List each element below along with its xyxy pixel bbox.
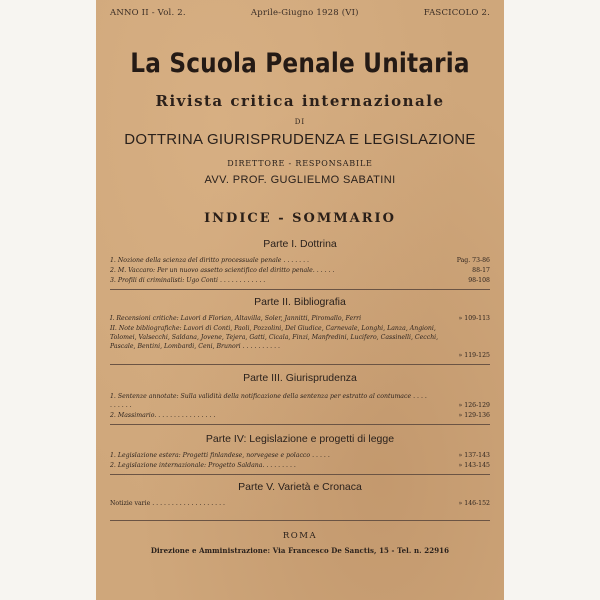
publisher-address: Direzione e Amministrazione: Via Francesco De Sanctis, 15 - Tel. n. 22916 (150, 546, 450, 555)
toc-entry-pages: » 143-145 (458, 462, 490, 469)
toc-entry-text: 2. Massimario. . . . . . . . . . . . . . . . (110, 412, 216, 419)
toc-entry-pages: » 109-113 (458, 315, 490, 322)
section-heading-varieta: Parte V. Varietà e Cronaca (238, 481, 362, 493)
toc-entry (110, 461, 490, 470)
section-heading-bibliografia: Parte II. Bibliografia (254, 296, 346, 308)
toc-entry-text: 3. Profili di criminalisti: Ugo Conti . . . . . . . . . . . . (110, 277, 266, 284)
toc-entry-text: 1. Legislazione estera: Progetti finlandese, norvegese e polacco . . . . . (110, 452, 330, 459)
journal-field: DOTTRINA GIURISPRUDENZA E LEGISLAZIONE (124, 131, 476, 148)
journal-subtitle: Rivista critica internazionale (155, 92, 445, 110)
toc-entry (110, 314, 490, 323)
toc-entry-text: II. Note bibliografiche: Lavori di Conti, Paoli, Pozzolini, Del Giudice, Carnevale, Longhi, Lanza, Angioni, Tolomei, Valsecchi, Saldana, Jovene, Tejera, Gatti, Cicala, Finzi, Manfredini, Lucifero, Cassinelli, Cecchi, Pascale, Bentini, Lombardi, Ceni, Brunori . . . . . . . . . . (110, 325, 439, 350)
section-divider (110, 424, 490, 425)
toc-entry-pages: » 119-125 (458, 352, 490, 359)
publication-city: ROMA (282, 531, 318, 541)
toc-entry (110, 266, 490, 275)
toc-entry-pages: Pag. 73-86 (456, 257, 490, 264)
toc-entry-text: I. Recensioni critiche: Lavori d Florian, Altavilla, Soler, Jannitti, Piromallo, Ferri (110, 315, 362, 322)
toc-entry-text: 2. M. Vaccaro: Per un nuovo assetto scientifico del diritto penale. . . . . . (110, 267, 335, 274)
issue-date: Aprile-Giugno 1928 (VI) (250, 8, 359, 18)
issue-number: FASCICOLO 2. (423, 8, 490, 18)
journal-title: La Scuola Penale Unitaria (130, 48, 470, 79)
toc-entry-text: Notizie varie . . . . . . . . . . . . . . . . . . . (110, 500, 225, 507)
section-divider (110, 289, 490, 290)
toc-entry (110, 324, 450, 351)
connector-word: DI (294, 118, 306, 126)
journal-cover (96, 0, 504, 600)
toc-entry (110, 392, 430, 410)
toc-entry (110, 256, 490, 265)
toc-entry (110, 451, 490, 460)
toc-entry-pages: » 137-143 (458, 452, 490, 459)
toc-entry-pages: » 146-152 (458, 500, 490, 507)
section-heading-giurisprudenza: Parte III. Giurisprudenza (243, 372, 357, 384)
index-heading: INDICE - SOMMARIO (204, 211, 396, 226)
toc-entry-text: 1. Nozione della scienza del diritto processuale penale . . . . . . . (110, 257, 309, 264)
toc-entry-pages: » 126-129 (458, 402, 490, 409)
section-divider (110, 520, 490, 521)
director-name: AVV. PROF. GUGLIELMO SABATINI (204, 174, 396, 186)
toc-entry (110, 276, 490, 285)
section-divider (110, 474, 490, 475)
toc-entry-text: 1. Sentenze annotate: Sulla validità della notificazione della sentenza per estratto al contumace . . . . . . . . . . (110, 393, 427, 409)
toc-entry (110, 411, 490, 420)
toc-entry-text: 2. Legislazione internazionale: Progetto Saldana. . . . . . . . . (110, 462, 296, 469)
section-heading-dottrina: Parte I. Dottrina (263, 238, 337, 250)
section-heading-legislazione: Parte IV: Legislazione e progetti di legge (205, 433, 395, 445)
toc-entry-pages: 98-108 (468, 277, 490, 284)
toc-entry-pages: 88-17 (472, 267, 490, 274)
section-divider (110, 364, 490, 365)
toc-entry-pages: » 129-136 (458, 412, 490, 419)
director-role-label: DIRETTORE - RESPONSABILE (227, 159, 373, 168)
toc-entry (110, 499, 490, 508)
issue-info-line (110, 8, 490, 18)
volume-label: ANNO II - Vol. 2. (110, 8, 186, 18)
